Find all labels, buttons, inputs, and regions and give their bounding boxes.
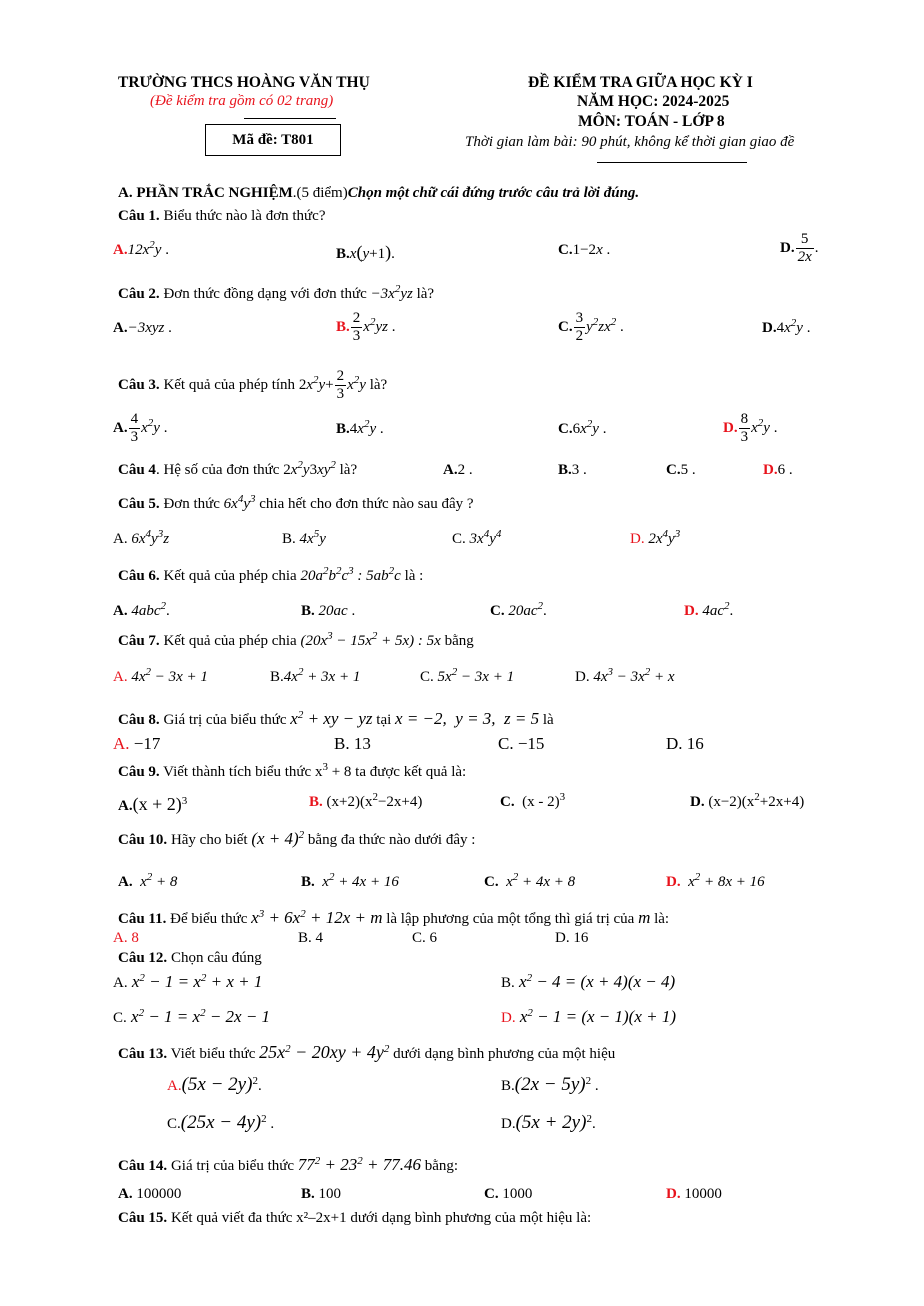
- question-5: Câu 5. Đơn thức $6x^4y^3$ chia hết cho đơn thức nào sau đây ?: [118, 493, 474, 512]
- q1-option-a: $A.12x^2y$ .: [113, 239, 169, 258]
- q3-option-c: $C.6x^2y$ .: [558, 418, 607, 437]
- q3-option-b: $B.4x^2y$ .: [336, 418, 384, 437]
- q9-option-b: B. $(x+2)(x^2-2x+4)$: [309, 791, 423, 810]
- q14-option-a: A. 100000: [118, 1186, 182, 1202]
- q4-option-a: A.2 .: [443, 462, 473, 478]
- question-7: Câu 7. Kết quả của phép chia $(20x^3 - 15x^2 + 5x)$ : 5x bằng: [118, 630, 474, 649]
- q1-option-d: D. $\frac{5}{2x}$ .: [780, 231, 819, 265]
- q9-option-a: $A.(x + 2)^3$: [118, 794, 188, 814]
- exam-code: Mã đề: T801: [232, 132, 314, 148]
- q14-option-b: B. 100: [301, 1186, 342, 1202]
- question-4: Câu 4. Hệ số của đơn thức $2x^2y3xy^2$ là?: [118, 459, 358, 478]
- q7-option-d: D. $4x^3 - 3x^2 + x$: [575, 666, 675, 685]
- exam-title: ĐỀ KIỂM TRA GIỮA HỌC KỲ I: [528, 74, 753, 91]
- q5-option-b: B. $4x^5y$: [282, 528, 326, 547]
- q10-option-b: B. $x^2 + 4x + 16$: [301, 871, 399, 890]
- q11-option-d: D. 16: [555, 930, 589, 946]
- q1-option-b: B.x(y+1).: [336, 242, 395, 262]
- question-10: Câu 10. Hãy cho biết $(x + 4)^2$ bằng đa thức nào dưới đây :: [118, 829, 476, 848]
- q4-option-b: B.3 .: [558, 462, 587, 478]
- exam-code-box: [205, 124, 341, 156]
- q13-option-d: $D.(5x + 2y)^2$.: [501, 1112, 596, 1133]
- q9-option-c: C. (x - 2)$^3$: [500, 791, 566, 810]
- q8-option-a: A. −17: [113, 734, 161, 753]
- q12-option-a: A. $x^2 - 1 = x^2 + x + 1$: [113, 972, 263, 991]
- question-14: Câu 14. Giá trị của biểu thức $77^2 + 23^2 + 77.46$ bằng:: [118, 1155, 459, 1174]
- q12-option-d: D. $x^2 - 1 = (x - 1)(x + 1)$: [501, 1007, 677, 1026]
- pages-note: (Đề kiểm tra gồm có 02 trang): [150, 93, 334, 109]
- q8-option-c: C. −15: [498, 734, 545, 753]
- section-instruction: Chọn một chữ cái đứng trước câu trả lời đúng.: [347, 185, 640, 201]
- q5-option-d: D. $2x^4y^3$: [630, 528, 681, 547]
- subject: MÔN: TOÁN - LỚP 8: [578, 113, 725, 130]
- q12-option-c: C. $x^2 - 1 = x^2 - 2x - 1$: [113, 1007, 271, 1026]
- question-2: Câu 2. Đơn thức đồng dạng với đơn thức $-3x^2yz$ là?: [118, 283, 435, 302]
- section-points: .(5 điểm): [292, 185, 348, 201]
- q6-option-d: D. $4ac^2$.: [684, 600, 734, 619]
- q5-option-a: A. $6x^4y^3z$: [113, 528, 170, 547]
- school-year: NĂM HỌC: 2024-2025: [577, 93, 730, 110]
- q4-option-d: D.6 .: [763, 462, 793, 478]
- question-8: Câu 8. Giá trị của biểu thức $x^2$ + xy − yz tại x = −2, y = 3, z = 5 là: [118, 709, 554, 728]
- question-15: Câu 15. Kết quả viết đa thức x²–2x+1 dưới dạng bình phương của một hiệu là:: [118, 1210, 592, 1226]
- question-text: Biểu thức nào là đơn thức?: [163, 208, 326, 224]
- q6-option-c: C. $20ac^2$.: [490, 600, 547, 619]
- q12-option-b: B. $x^2 - 4 = (x + 4)(x - 4)$: [501, 972, 676, 991]
- q2-option-b: B. $\frac{2}{3}$ $x^2yz$ .: [336, 310, 396, 344]
- header-underline-right: [597, 162, 747, 163]
- q6-option-b: B. 20ac .: [301, 603, 356, 619]
- question-9: Câu 9. Viết thành tích biểu thức $x^3 + 8$ ta được kết quả là:: [118, 761, 467, 780]
- q13-option-a: $A.(5x - 2y)^2$.: [167, 1074, 262, 1095]
- q10-option-d: D. $x^2 + 8x + 16$: [666, 871, 765, 890]
- q8-option-b: B. 13: [334, 734, 371, 753]
- question-6: Câu 6. Kết quả của phép chia $20a^2b^2c^3$ : $5ab^2c$ là :: [118, 565, 424, 584]
- q1-option-c: C.1−2x .: [558, 242, 611, 258]
- q13-option-c: $C.(25x - 4y)^2$ .: [167, 1112, 275, 1133]
- question-12: Câu 12. Chọn câu đúng: [118, 950, 262, 966]
- q7-option-c: C. $5x^2 - 3x + 1$: [420, 666, 515, 685]
- question-11: Câu 11. Để biểu thức $x^3 + 6x^2 + 12x + m$ là lập phương của một tổng thì giá trị của m là:: [118, 908, 670, 927]
- exam-time: Thời gian làm bài: 90 phút, không kể thời gian giao đề: [465, 134, 795, 150]
- q10-option-c: C. $x^2 + 4x + 8$: [484, 871, 576, 890]
- header-underline-left: [244, 118, 336, 119]
- q2-option-a: A.−3xyz .: [113, 320, 172, 336]
- q5-option-c: C. $3x^4y^4$: [452, 528, 502, 547]
- question-3: Câu 3. Kết quả của phép tính $2x^2y+$ $\frac{2}{3}$ $x^2y$ là?: [118, 368, 388, 402]
- school-name: TRƯỜNG THCS HOÀNG VĂN THỤ: [118, 74, 370, 91]
- q3-option-d: D. $\frac{8}{3}$ $x^2y$ .: [723, 411, 778, 445]
- q13-option-b: $B.(2x - 5y)^2$ .: [501, 1074, 599, 1095]
- q11-option-b: B. 4: [298, 930, 324, 946]
- q4-option-c: C.5 .: [666, 462, 696, 478]
- q2-option-c: C. $\frac{3}{2}$ $y^2zx^2$ .: [558, 310, 624, 344]
- question-1: [118, 208, 326, 225]
- q2-option-d: $D.4x^2y$ .: [762, 317, 811, 336]
- question-13: Câu 13. Viết biểu thức $25x^2 - 20xy + 4y^2$ dưới dạng bình phương của một hiệu: [118, 1042, 616, 1062]
- q11-option-a: A. 8: [113, 930, 139, 946]
- section-title: A. PHẦN TRẮC NGHIỆM: [118, 185, 293, 201]
- q9-option-d: D. $(x-2)(x^2+2x+4)$: [690, 791, 805, 810]
- q11-option-c: C. 6: [412, 930, 438, 946]
- q6-option-a: A. 4abc$^2$.: [113, 600, 170, 619]
- q3-option-a: A. $\frac{4}{3}$ $x^2y$ .: [113, 411, 168, 445]
- q14-option-d: D. 10000: [666, 1186, 722, 1202]
- q14-option-c: C. 1000: [484, 1186, 533, 1202]
- q7-option-a: A. $4x^2 - 3x + 1$: [113, 666, 208, 685]
- section-heading: [118, 185, 639, 202]
- q7-option-b: $B.4x^2 + 3x + 1$: [270, 666, 361, 685]
- question-label: Câu 1.: [118, 208, 160, 224]
- q10-option-a: A. $x^2 + 8$: [118, 871, 178, 890]
- q8-option-d: D. 16: [666, 734, 704, 753]
